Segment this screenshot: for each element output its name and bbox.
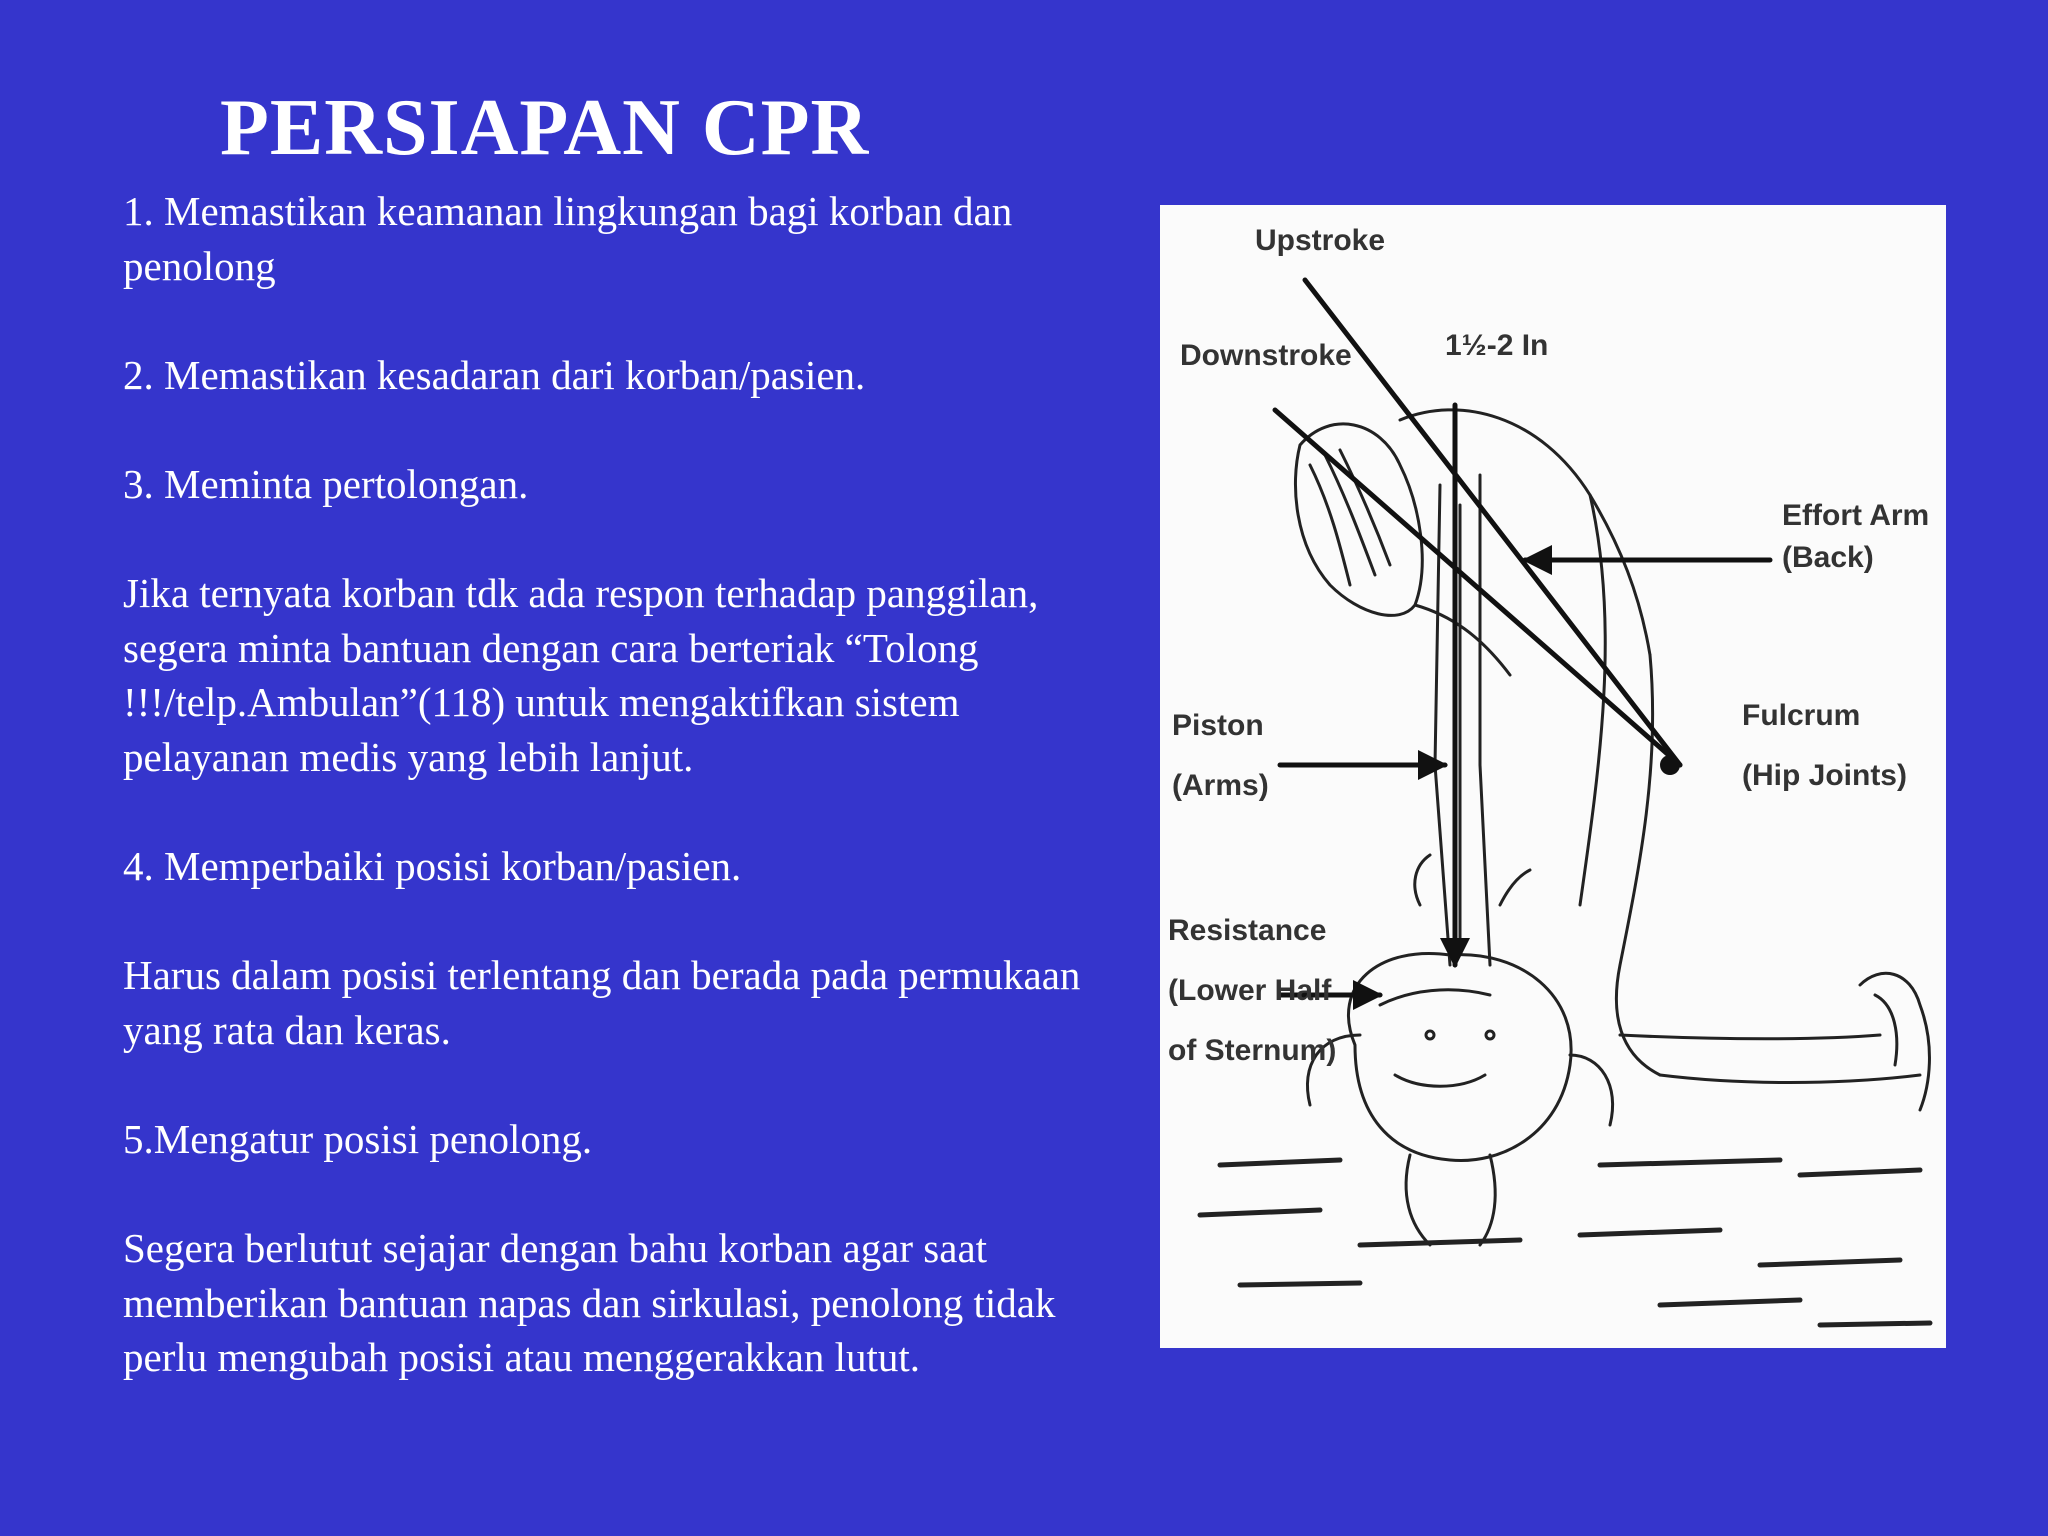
label-resistance-sub1: (Lower Half	[1168, 974, 1332, 1007]
step-3: 3. Meminta pertolongan.	[123, 460, 529, 507]
label-fulcrum-sub: (Hip Joints)	[1742, 759, 1907, 792]
cpr-diagram-svg	[1160, 205, 1946, 1348]
step-3-detail: Jika ternyata korban tdk ada respon terhadap panggilan, segera minta bantuan dengan cara berteriak “Tolong !!!/telp.Ambulan”(118) untuk mengaktifkan sistem pelayanan medis yang lebih lanjut.	[123, 570, 1039, 780]
body-text	[123, 184, 1133, 1385]
label-piston: Piston	[1172, 709, 1264, 742]
label-effort-arm: Effort Arm	[1782, 499, 1930, 532]
label-upstroke: Upstroke	[1255, 224, 1386, 257]
paragraph-gap	[123, 402, 1133, 457]
paragraph-gap	[123, 785, 1133, 840]
step-5-detail: Segera berlutut sejajar dengan bahu korban agar saat memberikan bantuan napas dan sirkulasi, penolong tidak perlu mengubah posisi atau menggerakkan lutut.	[123, 1225, 1056, 1381]
label-downstroke: Downstroke	[1180, 339, 1352, 372]
floor-lines	[1200, 1160, 1930, 1325]
label-piston-sub: (Arms)	[1172, 769, 1269, 802]
downstroke-line	[1275, 410, 1680, 765]
step-1: 1. Memastikan keamanan lingkungan bagi korban dan penolong	[123, 188, 1013, 289]
step-4-detail: Harus dalam posisi terlentang dan berada pada permukaan yang rata dan keras.	[123, 952, 1081, 1053]
label-effort-arm-sub: (Back)	[1782, 541, 1874, 574]
paragraph-gap	[123, 1058, 1133, 1113]
figure-labels	[1168, 224, 1929, 1067]
paragraph-gap	[123, 512, 1133, 567]
label-resistance-sub2: of Sternum)	[1168, 1034, 1337, 1067]
label-resistance: Resistance	[1168, 914, 1327, 947]
label-depth: 1½-2 In	[1445, 329, 1549, 362]
step-2: 2. Memastikan kesadaran dari korban/pasien.	[123, 351, 866, 398]
force-lines	[1275, 280, 1770, 995]
slide-title: PERSIAPAN CPR	[220, 84, 870, 172]
label-fulcrum: Fulcrum	[1742, 699, 1861, 732]
cpr-illustration	[1160, 205, 1946, 1348]
step-5: 5.Mengatur posisi penolong.	[123, 1116, 593, 1163]
paragraph-gap	[123, 293, 1133, 348]
paragraph-gap	[123, 894, 1133, 949]
fulcrum-dot	[1660, 755, 1680, 775]
step-4: 4. Memperbaiki posisi korban/pasien.	[123, 843, 742, 890]
paragraph-gap	[123, 1167, 1133, 1222]
